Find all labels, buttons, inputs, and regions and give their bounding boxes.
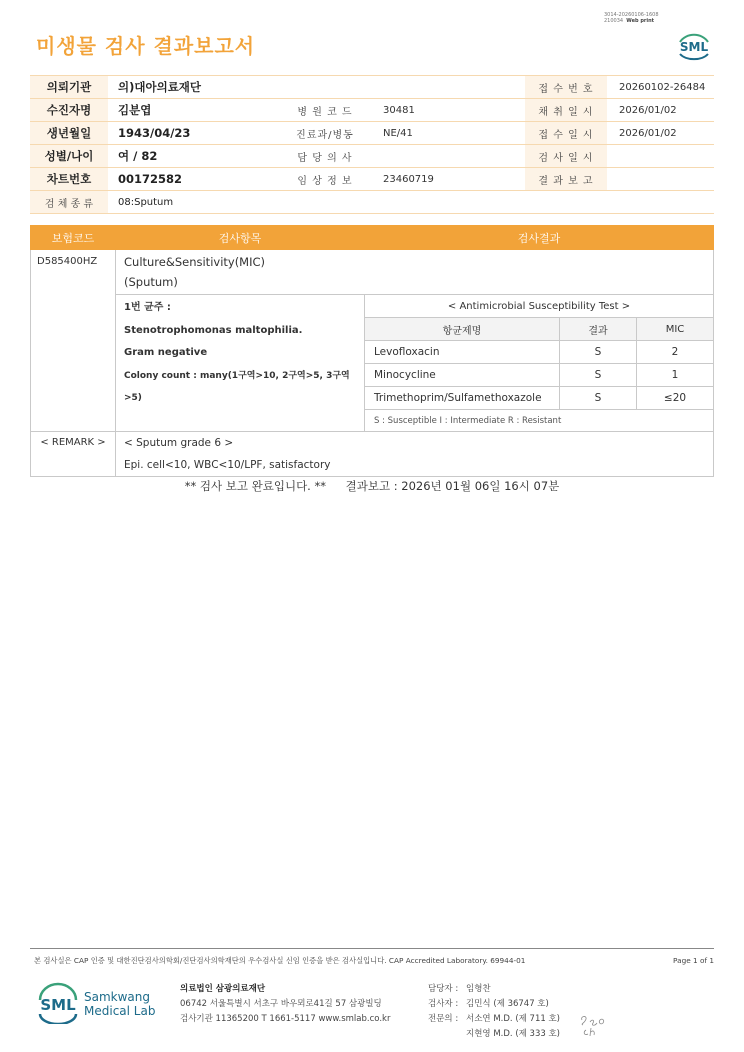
ast-mic: ≤20 <box>637 387 714 410</box>
info-label <box>285 76 365 99</box>
document-code-line2: 210034 <box>604 18 624 24</box>
info-value <box>607 168 714 191</box>
info-row <box>30 168 714 191</box>
document-code <box>604 12 684 24</box>
info-row-specimen <box>30 191 714 214</box>
info-value: 2026/01/02 <box>607 99 714 122</box>
brand-line2: Medical Lab <box>84 1004 156 1018</box>
info-value: 30481 <box>365 99 525 122</box>
page-number: Page 1 of 1 <box>673 956 714 965</box>
ast-mic: 1 <box>637 364 714 387</box>
staff-value: 임형찬 <box>466 984 491 994</box>
col-test-result: 검사결과 <box>365 226 714 250</box>
ast-row <box>365 387 713 410</box>
info-value: 여 / 82 <box>108 145 285 168</box>
svg-text:SML: SML <box>40 996 76 1014</box>
info-label: 수진자명 <box>30 99 108 122</box>
col-test-item: 검사항목 <box>116 226 365 250</box>
specimen-label: 검 체 종 류 <box>30 191 108 214</box>
brand-line1: Samkwang <box>84 990 150 1004</box>
staff-row <box>428 1012 560 1027</box>
sml-logo <box>674 26 714 62</box>
info-value: 23460719 <box>365 168 525 191</box>
remark-label: < REMARK > <box>31 432 116 477</box>
staff-row <box>428 1027 560 1042</box>
info-label: 성별/나이 <box>30 145 108 168</box>
info-value: 00172582 <box>108 168 285 191</box>
test-item-name: Culture&Sensitivity(MIC) <box>124 255 266 269</box>
info-label: 접 수 일 시 <box>525 122 607 145</box>
info-value: NE/41 <box>365 122 525 145</box>
remark <box>116 432 714 477</box>
remark-line1: < Sputum grade 6 > <box>124 437 234 449</box>
staff-list <box>428 982 560 1042</box>
ast-cell <box>365 295 714 432</box>
report-time: 결과보고 : 2026년 01월 06일 16시 07분 <box>345 479 560 493</box>
insurance-code: D585400HZ <box>31 250 116 432</box>
info-value: 김분엽 <box>108 99 285 122</box>
gram-stain: Gram negative <box>124 347 208 358</box>
staff-label: 전문의 : <box>428 1014 459 1024</box>
staff-label: 검사자 : <box>428 999 459 1009</box>
info-value <box>607 145 714 168</box>
ast-drug: Levofloxacin <box>365 341 560 364</box>
corp-address: 06742 서울특별시 서초구 바우뫼로41길 57 삼광빌딩 <box>180 999 382 1009</box>
signature <box>578 1012 612 1038</box>
ast-col-drug: 항균제명 <box>365 318 560 341</box>
ast-result: S <box>560 364 637 387</box>
staff-value: 서소연 M.D. (제 711 호) <box>466 1014 561 1024</box>
footer-brand <box>84 990 155 1018</box>
info-label: 진료과/병동 <box>285 122 365 145</box>
info-row <box>30 76 714 99</box>
info-row <box>30 99 714 122</box>
info-value: 의)대아의료재단 <box>108 76 285 99</box>
info-label: 생년월일 <box>30 122 108 145</box>
corp-contact: 검사기관 11365200 T 1661-5117 www.smlab.co.kr <box>180 1014 391 1024</box>
sml-logo-icon <box>674 26 714 62</box>
page-title: 미생물 검사 결과보고서 <box>36 34 256 58</box>
svg-text:SML: SML <box>679 40 709 54</box>
info-value <box>365 76 525 99</box>
info-value: 20260102-26484 <box>607 76 714 99</box>
info-label: 담 당 의 사 <box>285 145 365 168</box>
info-row <box>30 122 714 145</box>
info-label: 임 상 정 보 <box>285 168 365 191</box>
completion-line <box>0 478 744 494</box>
results-table <box>30 225 714 477</box>
completion-text: ** 검사 보고 완료입니다. ** <box>184 479 326 493</box>
info-label: 채 취 일 시 <box>525 99 607 122</box>
test-item-specimen: (Sputum) <box>124 275 178 289</box>
ast-mic: 2 <box>637 341 714 364</box>
ast-result: S <box>560 341 637 364</box>
footer-divider <box>30 948 714 949</box>
organism-info <box>116 295 365 432</box>
info-label: 접 수 번 호 <box>525 76 607 99</box>
info-label: 의뢰기관 <box>30 76 108 99</box>
info-label: 차트번호 <box>30 168 108 191</box>
ast-drug: Trimethoprim/Sulfamethoxazole <box>365 387 560 410</box>
ast-title: < Antimicrobial Susceptibility Test > <box>365 295 713 318</box>
remark-line2: Epi. cell<10, WBC<10/LPF, satisfactory <box>124 459 331 471</box>
test-item <box>116 250 714 295</box>
web-print-label: Web print <box>626 18 655 24</box>
specimen-value: 08:Sputum <box>108 191 714 214</box>
info-value <box>365 145 525 168</box>
ast-table <box>365 295 713 431</box>
colony-count: Colony count : many(1구역>10, 2구역>5, 3구역>5) <box>124 370 350 403</box>
info-label: 병 원 코 드 <box>285 99 365 122</box>
ast-col-result: 결과 <box>560 318 637 341</box>
staff-row <box>428 982 560 997</box>
info-label: 결 과 보 고 <box>525 168 607 191</box>
ast-drug: Minocycline <box>365 364 560 387</box>
info-label: 검 사 일 시 <box>525 145 607 168</box>
corporate-info <box>180 982 390 1027</box>
organism-number: 1번 균주 : <box>124 302 171 313</box>
ast-result: S <box>560 387 637 410</box>
ast-row <box>365 364 713 387</box>
accreditation-note: 본 검사실은 CAP 인증 및 대한진단검사의학회/진단검사의학재단의 우수검사실 신임 인증을 받은 검사실입니다. CAP Accredited Laboratory. 69944-01 <box>34 956 526 965</box>
col-insurance-code: 보험코드 <box>31 226 116 250</box>
patient-info-table <box>30 75 714 214</box>
ast-row <box>365 341 713 364</box>
footer-logo <box>36 980 80 1024</box>
staff-value: 지현영 M.D. (제 333 호) <box>466 1029 561 1039</box>
info-value: 1943/04/23 <box>108 122 285 145</box>
ast-col-mic: MIC <box>637 318 714 341</box>
info-row <box>30 145 714 168</box>
document-code-line1: 3014-20260106-1608 <box>604 12 659 18</box>
info-value: 2026/01/02 <box>607 122 714 145</box>
sml-footer-logo-icon <box>36 980 80 1024</box>
staff-value: 김민식 (제 36747 호) <box>466 999 549 1009</box>
staff-row <box>428 997 560 1012</box>
corp-name: 의료법인 삼광의료재단 <box>180 984 266 994</box>
signature-icon <box>578 1012 612 1038</box>
organism-name: Stenotrophomonas maltophilia. <box>124 324 303 336</box>
staff-label: 담당자 : <box>428 984 459 994</box>
ast-legend: S : Susceptible I : Intermediate R : Resistant <box>374 415 562 426</box>
